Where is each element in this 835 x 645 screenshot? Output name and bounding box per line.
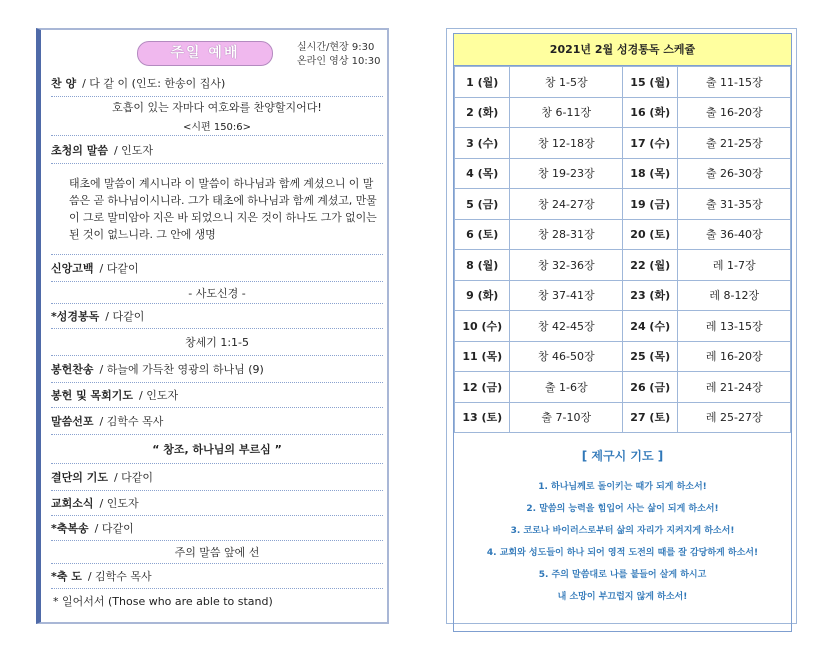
song-title-row — [51, 541, 383, 564]
offering-hymn-row — [51, 356, 383, 383]
prayer-line: 5. 주의 말씀대로 나를 붙들어 살게 하시고 — [538, 570, 707, 580]
schedule-date: 6 (토) — [455, 219, 510, 250]
schedule-date: 24 (수) — [622, 311, 677, 342]
creed-text: - 사도신경 - — [188, 286, 246, 300]
prayer-line: 2. 말씀의 능력을 힘입어 사는 삶이 되게 하소서! — [526, 504, 719, 514]
song-title: 주의 말씀 앞에 선 — [174, 546, 260, 559]
decision-detail: / 다같이 — [113, 471, 154, 484]
schedule-date: 4 (목) — [455, 158, 510, 189]
schedule-reading: 레 1-7장 — [678, 250, 791, 281]
scripture-row — [51, 329, 383, 356]
benediction-label: *축 도 — [51, 570, 82, 583]
call-label: 초청의 말씀 — [51, 143, 108, 157]
schedule-row — [455, 280, 791, 311]
schedule-row — [455, 189, 791, 220]
schedule-date: 26 (금) — [622, 372, 677, 403]
schedule-date: 8 (월) — [455, 250, 510, 281]
schedule-reading: 출 21-25장 — [678, 128, 791, 159]
confession-label: 신앙고백 — [51, 262, 94, 275]
schedule-date: 3 (수) — [455, 128, 510, 159]
decision-label: 결단의 기도 — [51, 471, 108, 484]
schedule-reading: 창 24-27장 — [510, 189, 623, 220]
stand-note: * 일어서서 (Those who are able to stand) — [53, 595, 273, 608]
schedule-date: 9 (화) — [455, 280, 510, 311]
schedule-reading: 레 16-20장 — [678, 341, 791, 372]
reading-schedule-panel — [446, 28, 797, 624]
decision-row — [51, 464, 383, 491]
verse-row — [51, 97, 383, 136]
schedule-reading: 출 31-35장 — [678, 189, 791, 220]
schedule-reading: 출 36-40장 — [678, 219, 791, 250]
scripture-text: 창세기 1:1-5 — [184, 336, 250, 349]
sermon-row — [51, 408, 383, 435]
schedule-date: 20 (토) — [622, 219, 677, 250]
schedule-reading: 창 6-11장 — [510, 97, 623, 128]
schedule-row — [455, 158, 791, 189]
schedule-date: 27 (토) — [622, 402, 677, 433]
service-title: 주일 예배 — [137, 41, 273, 66]
schedule-row — [455, 341, 791, 372]
time-live: 실시간/현장 9:30 — [297, 42, 375, 53]
schedule-reading: 출 7-10장 — [510, 402, 623, 433]
schedule-reading: 출 26-30장 — [678, 158, 791, 189]
schedule-title: 2021년 2월 성경통독 스케쥴 — [454, 34, 791, 66]
schedule-reading: 창 46-50장 — [510, 341, 623, 372]
verse-text: 호흡이 있는 자마다 여호와를 찬양할지어다! — [112, 101, 322, 114]
schedule-date: 18 (목) — [622, 158, 677, 189]
service-times — [297, 41, 380, 69]
sermon-title: “ 창조, 하나님의 부르심 ” — [152, 443, 282, 456]
prayer-title: [ 제구시 기도 ] — [581, 449, 664, 463]
schedule-reading: 창 32-36장 — [510, 250, 623, 281]
prayer-line: 3. 코로나 바이러스로부터 삶의 자리가 지켜지게 하소서! — [510, 526, 735, 536]
schedule-row — [455, 97, 791, 128]
hymn-label: 찬 양 — [51, 77, 77, 90]
prayer-section — [454, 433, 791, 631]
benediction-detail: / 김학수 목사 — [87, 570, 152, 583]
reading-row — [51, 304, 383, 329]
confession-row — [51, 255, 383, 282]
prayer-line: 1. 하나님께로 돌이키는 때가 되게 하소서! — [538, 482, 707, 492]
hymn-detail: / 다 같 이 (인도: 한송이 집사) — [82, 77, 226, 90]
call-row — [51, 136, 383, 164]
prayer-line: 4. 교회와 성도들이 하나 되어 영적 도전의 때를 잘 감당하게 하소서! — [486, 548, 759, 558]
benediction-row — [51, 564, 383, 589]
sermon-title-row — [51, 435, 383, 464]
news-row — [51, 491, 383, 516]
offering-prayer-detail: / 인도자 — [139, 389, 179, 402]
schedule-row — [455, 402, 791, 433]
call-detail: / 인도자 — [113, 143, 154, 157]
schedule-reading: 창 1-5장 — [510, 67, 623, 98]
reading-label: *성경봉독 — [51, 310, 100, 323]
schedule-box — [453, 33, 792, 632]
creed-row — [51, 282, 383, 304]
schedule-date: 17 (수) — [622, 128, 677, 159]
offering-prayer-label: 봉헌 및 목회기도 — [51, 389, 134, 402]
schedule-date: 22 (월) — [622, 250, 677, 281]
reading-detail: / 다같이 — [105, 310, 145, 323]
schedule-date: 15 (월) — [622, 67, 677, 98]
schedule-row — [455, 311, 791, 342]
schedule-row — [455, 372, 791, 403]
schedule-date: 12 (금) — [455, 372, 510, 403]
schedule-date: 13 (토) — [455, 402, 510, 433]
song-detail: / 다같이 — [94, 522, 134, 535]
worship-header — [41, 30, 387, 70]
call-text: 태초에 말씀이 계시니라 이 말씀이 하나님과 함께 계셨으니 이 말씀은 곧 하나님이시니라. 그가 태초에 하나님과 함께 계셨고, 만물이 그로 말미암아 지은 바 되었으니 지은 것이 하나도 그가 없이는 된 것이 없느니라. 그 안에 생명 — [69, 177, 377, 241]
schedule-reading: 창 42-45장 — [510, 311, 623, 342]
hymn-row — [51, 70, 383, 97]
schedule-reading: 레 8-12장 — [678, 280, 791, 311]
song-label: *축복송 — [51, 522, 89, 535]
schedule-reading: 레 21-24장 — [678, 372, 791, 403]
sermon-label: 말씀선포 — [51, 415, 94, 428]
offering-prayer-row — [51, 383, 383, 408]
schedule-table — [454, 66, 791, 433]
schedule-reading: 출 11-15장 — [678, 67, 791, 98]
schedule-reading: 창 28-31장 — [510, 219, 623, 250]
schedule-date: 1 (월) — [455, 67, 510, 98]
schedule-date: 11 (목) — [455, 341, 510, 372]
schedule-date: 2 (화) — [455, 97, 510, 128]
schedule-reading: 창 19-23장 — [510, 158, 623, 189]
news-detail: / 인도자 — [99, 497, 139, 510]
schedule-date: 10 (수) — [455, 311, 510, 342]
worship-order-panel — [36, 28, 389, 624]
schedule-row — [455, 250, 791, 281]
schedule-date: 23 (화) — [622, 280, 677, 311]
offering-hymn-label: 봉헌찬송 — [51, 363, 94, 376]
song-row — [51, 516, 383, 541]
schedule-row — [455, 219, 791, 250]
schedule-reading: 출 16-20장 — [678, 97, 791, 128]
verse-ref: <시편 150:6> — [182, 122, 252, 133]
call-text-row — [51, 164, 383, 255]
schedule-date: 5 (금) — [455, 189, 510, 220]
schedule-reading: 출 1-6장 — [510, 372, 623, 403]
sermon-detail: / 김학수 목사 — [99, 415, 164, 428]
schedule-row — [455, 128, 791, 159]
schedule-reading: 레 25-27장 — [678, 402, 791, 433]
schedule-row — [455, 67, 791, 98]
schedule-date: 19 (금) — [622, 189, 677, 220]
confession-detail: / 다같이 — [99, 262, 139, 275]
schedule-date: 25 (목) — [622, 341, 677, 372]
schedule-reading: 레 13-15장 — [678, 311, 791, 342]
schedule-date: 16 (화) — [622, 97, 677, 128]
news-label: 교회소식 — [51, 497, 94, 510]
prayer-line: 내 소망이 부끄럽지 않게 하소서! — [557, 592, 688, 602]
offering-hymn-detail: / 하늘에 가득찬 영광의 하나님 (9) — [99, 363, 264, 376]
time-online: 온라인 영상 10:30 — [297, 56, 381, 67]
schedule-reading: 창 37-41장 — [510, 280, 623, 311]
schedule-reading: 창 12-18장 — [510, 128, 623, 159]
